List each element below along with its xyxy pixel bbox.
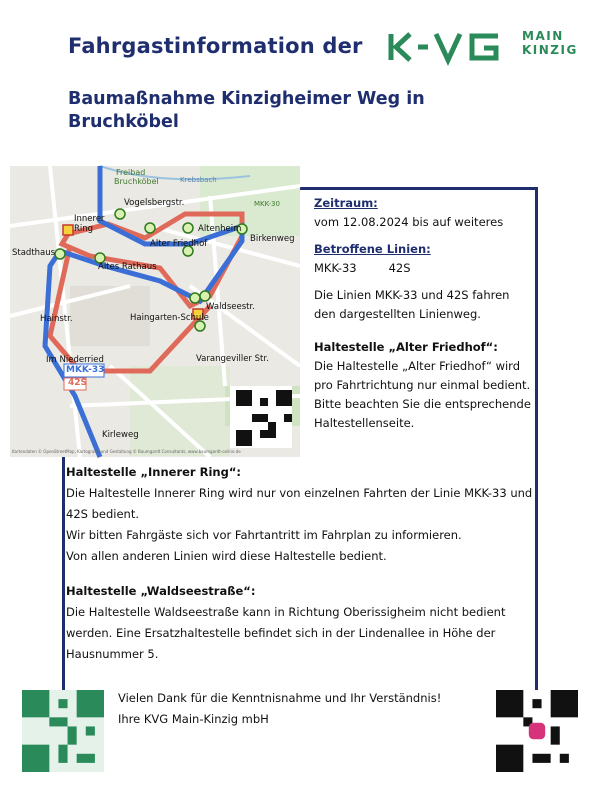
ring-text-2: Wir bitten Fahrgäste sich vor Fahrtantritt im Fahrplan zu informieren. (66, 528, 462, 542)
map-label-hainstr: Hainstr. (40, 314, 73, 324)
kvg-qr-code[interactable] (22, 690, 104, 772)
footer-thanks: Vielen Dank für die Kenntnisnahme und Ihr Verständnis! (118, 691, 442, 705)
friedhof-text: Die Haltestelle „Alter Friedhof“ wird pro Fahrtrichtung nur einmal bedient. Bitte beachten Sie die entsprechende Haltestellenseite. (314, 359, 531, 430)
map-label-stadthaus: Stadthaus (12, 248, 56, 258)
zeitraum-value: vom 12.08.2024 bis auf weiteres (314, 215, 504, 229)
map-label-haingarten-schule: Haingarten-Schule (130, 313, 209, 323)
ring-text-1: Die Haltestelle Innerer Ring wird nur von einzelnen Fahrten der Linie MKK-33 und 42S bedient. (66, 486, 533, 521)
linien-text: Die Linien MKK-33 und 42S fahren den dargestellten Linienweg. (314, 288, 510, 321)
map-label-mkk30: MKK-30 (254, 200, 280, 208)
linien-list: MKK-33 42S (314, 261, 411, 275)
map-credit: Kartendaten © OpenStreetMap, Kartografie und Gestaltung © Baumgardt Consultants, www.baumgardt-online.de (12, 449, 241, 454)
map-label-waldseestr: Waldseestr. (206, 302, 255, 312)
instagram-icon (529, 723, 545, 739)
ring-heading: Haltestelle „Innerer Ring“: (66, 465, 241, 479)
logo-subtext: MAIN KINZIG (522, 29, 578, 57)
map-label-kirleweg: Kirleweg (102, 430, 139, 440)
map-qr-code[interactable] (236, 390, 292, 446)
zeitraum-label: Zeitraum: (314, 196, 378, 210)
map-route-label-42s: 42S (68, 378, 88, 388)
map-route-label-mkk33: MKK-33 (66, 365, 105, 375)
map-label-vogelsbergstr: Vogelsbergstr. (124, 198, 185, 208)
map-label-altes-rathaus: Altes Rathaus (98, 262, 157, 272)
lower-panel (66, 462, 536, 665)
waldsee-heading: Haltestelle „Waldseestraße“: (66, 584, 256, 598)
route-map (10, 166, 300, 457)
map-label-innerer-ring: Innerer Ring (74, 214, 105, 234)
map-label-alter-friedhof: Alter Friedhof (150, 239, 208, 249)
map-label-birkenweg: Birkenweg (250, 234, 295, 244)
waldsee-text: Die Haltestelle Waldseestraße kann in Richtung Oberissigheim nicht bedient werden. Eine Ersatzhaltestelle befindet sich in der Lindenallee in Höhe der Hausnummer 5. (66, 605, 506, 661)
friedhof-heading: Haltestelle „Alter Friedhof“: (314, 340, 498, 354)
map-label-varangeviller: Varangeviller Str. (196, 354, 269, 364)
ring-text-3: Von allen anderen Linien wird diese Haltestelle bedient. (66, 549, 387, 563)
footer-signature: Ihre KVG Main-Kinzig mbH (118, 712, 269, 726)
info-panel (314, 194, 534, 433)
map-label-bruchkoebel: Bruchköbel (114, 177, 159, 186)
footer (118, 688, 441, 730)
map-label-im-niederried: Im Niederried (46, 355, 104, 365)
map-label-krebsbach: Krebsbach (180, 176, 217, 184)
page-subtitle: Baumaßnahme Kinzigheimer Weg in Bruchköbel (68, 89, 425, 132)
map-label-altenheim: Altenheim (198, 224, 242, 234)
instagram-qr-code[interactable] (496, 690, 578, 772)
page-title: Fahrgastinformation der (68, 34, 363, 58)
map-label-freibad: Freibad (116, 168, 146, 177)
linien-label: Betroffene Linien: (314, 242, 431, 256)
